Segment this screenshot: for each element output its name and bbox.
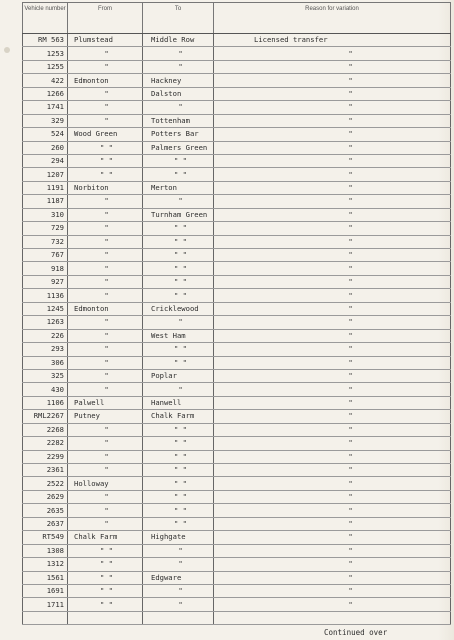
cell-reason: ": [214, 114, 451, 127]
cell-reason: ": [214, 477, 451, 490]
cell-from: " ": [68, 598, 143, 611]
table-row: [23, 343, 451, 356]
cell-from: ": [68, 356, 143, 369]
cell-vehicle-number: 729: [23, 222, 68, 235]
cell-reason: ": [214, 584, 451, 597]
cell-from: ": [68, 504, 143, 517]
table-row: [23, 168, 451, 181]
cell-vehicle-number: 1187: [23, 195, 68, 208]
table-row: [23, 249, 451, 262]
cell-reason: ": [214, 558, 451, 571]
table-row: [23, 114, 451, 127]
cell-vehicle-number: 310: [23, 208, 68, 221]
table-row: [23, 262, 451, 275]
cell-to: " ": [143, 222, 214, 235]
punch-hole: [4, 47, 10, 53]
header-to: To: [143, 3, 214, 34]
cell-reason: ": [214, 249, 451, 262]
table-row: [23, 195, 451, 208]
cell-vehicle-number: 329: [23, 114, 68, 127]
cell-reason: ": [214, 464, 451, 477]
cell-vehicle-number: 1253: [23, 47, 68, 60]
cell-to: Dalston: [143, 87, 214, 100]
cell-from: ": [68, 316, 143, 329]
cell-to: [143, 611, 214, 624]
cell-reason: ": [214, 262, 451, 275]
cell-to: Edgware: [143, 571, 214, 584]
table-row: [23, 558, 451, 571]
cell-from: ": [68, 235, 143, 248]
cell-from: ": [68, 195, 143, 208]
cell-vehicle-number: 1711: [23, 598, 68, 611]
table-row: [23, 60, 451, 73]
cell-vehicle-number: 1106: [23, 396, 68, 409]
cell-to: ": [143, 101, 214, 114]
cell-reason: ": [214, 154, 451, 167]
cell-reason: ": [214, 181, 451, 194]
cell-to: " ": [143, 275, 214, 288]
cell-to: ": [143, 544, 214, 557]
cell-to: ": [143, 60, 214, 73]
cell-to: " ": [143, 168, 214, 181]
cell-reason: ": [214, 141, 451, 154]
cell-vehicle-number: 927: [23, 275, 68, 288]
cell-vehicle-number: 226: [23, 329, 68, 342]
cell-reason: [214, 611, 451, 624]
cell-vehicle-number: 2361: [23, 464, 68, 477]
cell-from: " ": [68, 571, 143, 584]
cell-from: ": [68, 262, 143, 275]
table-row: [23, 450, 451, 463]
table-row: [23, 531, 451, 544]
cell-from: ": [68, 101, 143, 114]
cell-reason: ": [214, 235, 451, 248]
cell-to: " ": [143, 437, 214, 450]
cell-reason: ": [214, 369, 451, 382]
cell-from: " ": [68, 584, 143, 597]
cell-to: Hackney: [143, 74, 214, 87]
cell-from: ": [68, 490, 143, 503]
cell-to: ": [143, 383, 214, 396]
cell-from: [68, 611, 143, 624]
cell-reason: ": [214, 396, 451, 409]
cell-from: " ": [68, 141, 143, 154]
cell-to: Merton: [143, 181, 214, 194]
cell-reason: ": [214, 101, 451, 114]
table-row: [23, 517, 451, 530]
cell-vehicle-number: RM 563: [23, 34, 68, 47]
table-row: [23, 302, 451, 315]
cell-vehicle-number: 1691: [23, 584, 68, 597]
cell-from: Putney: [68, 410, 143, 423]
cell-reason: ": [214, 47, 451, 60]
cell-from: Edmonton: [68, 302, 143, 315]
cell-reason: ": [214, 60, 451, 73]
cell-vehicle-number: 524: [23, 128, 68, 141]
cell-to: " ": [143, 423, 214, 436]
cell-to: " ": [143, 517, 214, 530]
cell-vehicle-number: 732: [23, 235, 68, 248]
table-row: [23, 369, 451, 382]
table-row: [23, 101, 451, 114]
cell-vehicle-number: 1207: [23, 168, 68, 181]
cell-from: Palwell: [68, 396, 143, 409]
vehicle-variation-table: [22, 2, 451, 625]
cell-from: ": [68, 208, 143, 221]
table-row: [23, 275, 451, 288]
cell-vehicle-number: 2299: [23, 450, 68, 463]
cell-reason: ": [214, 423, 451, 436]
cell-from: " ": [68, 544, 143, 557]
cell-reason: ": [214, 128, 451, 141]
cell-vehicle-number: 767: [23, 249, 68, 262]
table-row: [23, 504, 451, 517]
table-row: [23, 316, 451, 329]
table-row: [23, 437, 451, 450]
cell-vehicle-number: 1255: [23, 60, 68, 73]
cell-vehicle-number: 294: [23, 154, 68, 167]
cell-to: " ": [143, 477, 214, 490]
cell-to: " ": [143, 356, 214, 369]
cell-reason: ": [214, 531, 451, 544]
cell-vehicle-number: 2268: [23, 423, 68, 436]
table-row: [23, 329, 451, 342]
header-vehicle-number: Vehicle number: [23, 3, 68, 34]
table-row: [23, 598, 451, 611]
cell-vehicle-number: 1741: [23, 101, 68, 114]
cell-vehicle-number: 2522: [23, 477, 68, 490]
cell-vehicle-number: 260: [23, 141, 68, 154]
cell-from: ": [68, 369, 143, 382]
cell-from: ": [68, 423, 143, 436]
table-row: [23, 383, 451, 396]
cell-reason: ": [214, 450, 451, 463]
table-row: [23, 356, 451, 369]
cell-from: ": [68, 450, 143, 463]
cell-to: ": [143, 584, 214, 597]
cell-reason: Licensed transfer: [214, 34, 451, 47]
table-row: [23, 128, 451, 141]
cell-to: ": [143, 47, 214, 60]
cell-to: " ": [143, 235, 214, 248]
cell-to: Cricklewood: [143, 302, 214, 315]
cell-to: Turnham Green: [143, 208, 214, 221]
cell-reason: ": [214, 74, 451, 87]
cell-reason: ": [214, 490, 451, 503]
cell-vehicle-number: 1245: [23, 302, 68, 315]
cell-from: Plumstead: [68, 34, 143, 47]
cell-to: Middle Row: [143, 34, 214, 47]
cell-reason: ": [214, 517, 451, 530]
cell-from: ": [68, 343, 143, 356]
cell-to: ": [143, 598, 214, 611]
cell-from: " ": [68, 558, 143, 571]
cell-vehicle-number: 1312: [23, 558, 68, 571]
cell-to: ": [143, 195, 214, 208]
table-row: [23, 181, 451, 194]
cell-to: " ": [143, 154, 214, 167]
cell-vehicle-number: 325: [23, 369, 68, 382]
table-row: [23, 87, 451, 100]
cell-to: " ": [143, 289, 214, 302]
table-row: [23, 410, 451, 423]
cell-to: ": [143, 558, 214, 571]
cell-to: " ": [143, 464, 214, 477]
cell-reason: ": [214, 504, 451, 517]
cell-from: ": [68, 249, 143, 262]
cell-vehicle-number: [23, 611, 68, 624]
table-row: [23, 423, 451, 436]
cell-reason: ": [214, 168, 451, 181]
cell-from: ": [68, 47, 143, 60]
cell-reason: ": [214, 598, 451, 611]
cell-reason: ": [214, 383, 451, 396]
cell-to: Hanwell: [143, 396, 214, 409]
cell-reason: ": [214, 195, 451, 208]
cell-from: ": [68, 275, 143, 288]
table-row: [23, 141, 451, 154]
cell-to: " ": [143, 504, 214, 517]
cell-vehicle-number: 293: [23, 343, 68, 356]
cell-reason: ": [214, 275, 451, 288]
cell-to: Chalk Farm: [143, 410, 214, 423]
cell-from: ": [68, 464, 143, 477]
continued-over-note: Continued over: [324, 628, 388, 637]
cell-to: Poplar: [143, 369, 214, 382]
cell-reason: ": [214, 343, 451, 356]
cell-vehicle-number: 422: [23, 74, 68, 87]
cell-vehicle-number: 1266: [23, 87, 68, 100]
table-header-row: [23, 3, 451, 34]
cell-from: ": [68, 289, 143, 302]
cell-from: ": [68, 329, 143, 342]
cell-vehicle-number: 306: [23, 356, 68, 369]
table-row: [23, 289, 451, 302]
cell-to: " ": [143, 249, 214, 262]
table-row: [23, 490, 451, 503]
cell-vehicle-number: 2637: [23, 517, 68, 530]
cell-vehicle-number: RML2267: [23, 410, 68, 423]
cell-from: Edmonton: [68, 74, 143, 87]
cell-to: " ": [143, 490, 214, 503]
cell-to: West Ham: [143, 329, 214, 342]
cell-from: ": [68, 87, 143, 100]
cell-to: " ": [143, 343, 214, 356]
header-from: From: [68, 3, 143, 34]
cell-vehicle-number: 1308: [23, 544, 68, 557]
table-row: [23, 544, 451, 557]
cell-vehicle-number: 1561: [23, 571, 68, 584]
table-row: [23, 154, 451, 167]
table-row: [23, 611, 451, 624]
table-row: [23, 477, 451, 490]
cell-to: Potters Bar: [143, 128, 214, 141]
cell-vehicle-number: 2282: [23, 437, 68, 450]
cell-reason: ": [214, 289, 451, 302]
cell-to: Palmers Green: [143, 141, 214, 154]
cell-from: Chalk Farm: [68, 531, 143, 544]
cell-reason: ": [214, 356, 451, 369]
cell-from: Wood Green: [68, 128, 143, 141]
cell-from: " ": [68, 154, 143, 167]
cell-vehicle-number: 1263: [23, 316, 68, 329]
cell-reason: ": [214, 208, 451, 221]
table-row: [23, 235, 451, 248]
table-row: [23, 47, 451, 60]
cell-from: Holloway: [68, 477, 143, 490]
cell-reason: ": [214, 571, 451, 584]
variation-form: [22, 2, 438, 638]
table-row: [23, 571, 451, 584]
table-row: [23, 464, 451, 477]
cell-reason: ": [214, 316, 451, 329]
cell-from: ": [68, 222, 143, 235]
header-reason: Reason for variation: [214, 3, 451, 34]
cell-reason: ": [214, 329, 451, 342]
cell-reason: ": [214, 302, 451, 315]
cell-vehicle-number: RT549: [23, 531, 68, 544]
table-row: [23, 396, 451, 409]
cell-to: " ": [143, 262, 214, 275]
cell-to: " ": [143, 450, 214, 463]
table-row: [23, 34, 451, 47]
cell-from: ": [68, 114, 143, 127]
cell-from: ": [68, 517, 143, 530]
cell-reason: ": [214, 222, 451, 235]
cell-vehicle-number: 2629: [23, 490, 68, 503]
cell-from: ": [68, 383, 143, 396]
cell-vehicle-number: 2635: [23, 504, 68, 517]
cell-vehicle-number: 1191: [23, 181, 68, 194]
cell-from: " ": [68, 168, 143, 181]
cell-from: ": [68, 60, 143, 73]
cell-from: Norbiton: [68, 181, 143, 194]
table-row: [23, 208, 451, 221]
cell-vehicle-number: 430: [23, 383, 68, 396]
cell-from: ": [68, 437, 143, 450]
cell-reason: ": [214, 87, 451, 100]
cell-reason: ": [214, 544, 451, 557]
table-row: [23, 584, 451, 597]
table-row: [23, 222, 451, 235]
cell-vehicle-number: 1136: [23, 289, 68, 302]
cell-to: ": [143, 316, 214, 329]
cell-reason: ": [214, 437, 451, 450]
cell-to: Tottenham: [143, 114, 214, 127]
cell-to: Highgate: [143, 531, 214, 544]
cell-vehicle-number: 918: [23, 262, 68, 275]
cell-reason: ": [214, 410, 451, 423]
table-row: [23, 74, 451, 87]
